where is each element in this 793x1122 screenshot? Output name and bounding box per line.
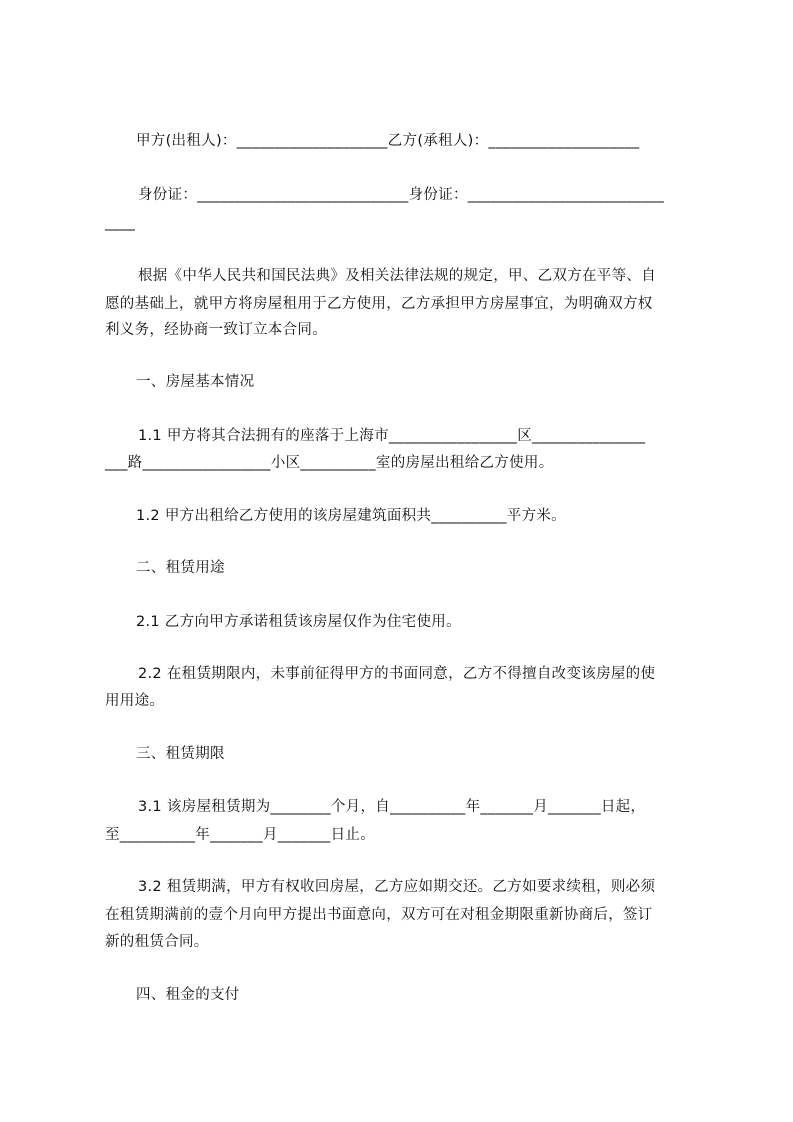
id-card-line-continued: ____ [105, 215, 136, 231]
clause-2-1: 2.1 乙方向甲方承诺租赁该房屋仅作为住宅使用。 [136, 614, 461, 630]
clause-1-2: 1.2 甲方出租给乙方使用的该房屋建筑面积共__________平方米。 [136, 508, 566, 524]
clause-3-1-line-2: 至__________年_______月_______日止。 [105, 827, 375, 843]
clause-3-2-line-2: 在租赁期满前的壹个月向甲方提出书面意向，双方可在对租金期限重新协商后，签订 [105, 907, 653, 923]
clause-3-1-line-1: 3.1 该房屋租赁期为________个月，自__________年_______月_______日起， [138, 799, 646, 815]
section-heading-4: 四、租金的支付 [136, 987, 240, 1003]
id-card-line: 身份证：____________________________身份证：__________________________ [138, 187, 665, 203]
clause-3-2-line-3: 新的租赁合同。 [105, 934, 209, 950]
clause-1-1-line-2: ___路_________________小区__________室的房屋出租给乙方使用。 [105, 455, 554, 471]
section-heading-1: 一、房屋基本情况 [136, 374, 255, 390]
section-heading-3: 三、租赁期限 [136, 746, 225, 762]
clause-1-1-line-1: 1.1 甲方将其合法拥有的座落于上海市_________________区_______________ [138, 428, 646, 444]
preamble-line-2: 愿的基础上，就甲方将房屋租用于乙方使用，乙方承担甲方房屋事宜，为明确双方权 [105, 296, 653, 312]
clause-2-2-line-2: 用用途。 [105, 693, 165, 709]
section-heading-2: 二、租赁用途 [136, 560, 225, 576]
clause-2-2-line-1: 2.2 在租赁期限内，未事前征得甲方的书面同意，乙方不得擅自改变该房屋的使 [138, 666, 656, 682]
preamble-line-1: 根据《中华人民共和国民法典》及相关法律法规的规定，甲、乙双方在平等、自 [138, 268, 656, 284]
preamble-line-3: 利义务，经协商一致订立本合同。 [105, 322, 327, 338]
party-names-line: 甲方(出租人)：____________________乙方(承租人)：____________________ [136, 133, 640, 149]
clause-3-2-line-1: 3.2 租赁期满，甲方有权收回房屋，乙方应如期交还。乙方如要求续租，则必须 [138, 879, 656, 895]
